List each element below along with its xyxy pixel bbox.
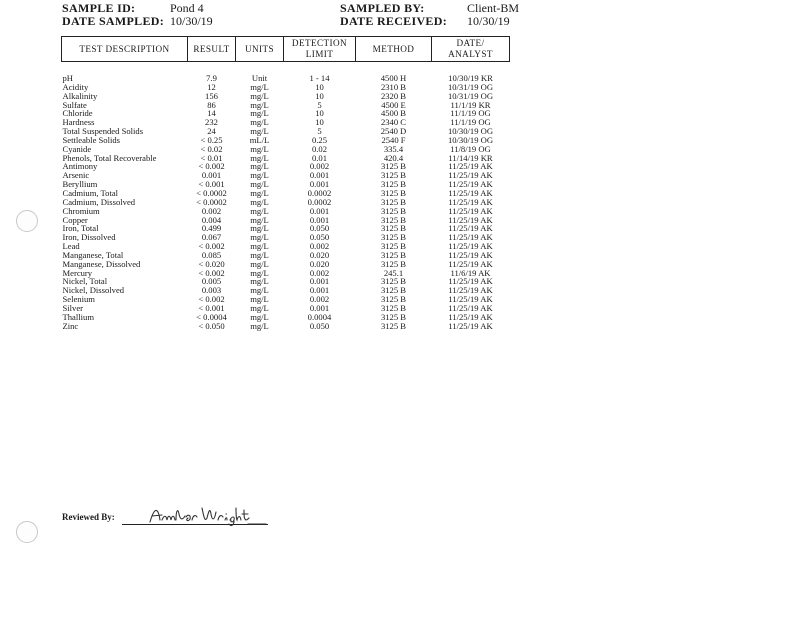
cell-result: < 0.0002 (196, 196, 227, 207)
cell-method: 3125 B (380, 302, 407, 313)
reviewed-by-label: Reviewed By: (62, 512, 115, 522)
cell-method: 3125 B (380, 170, 407, 181)
table-row (62, 295, 510, 304)
cell-date-analyst: 11/25/19 AK (448, 258, 493, 269)
col-result: RESULT (188, 37, 236, 62)
cell-detection-limit: 0.001 (309, 214, 330, 225)
cell-units: mg/L (250, 258, 269, 269)
cell-test: Phenols, Total Recoverable (62, 152, 157, 163)
cell-method: 3125 B (380, 214, 407, 225)
cell-test: Acidity (62, 81, 89, 92)
cell-result: 0.002 (201, 205, 222, 216)
cell-units: mg/L (250, 99, 269, 110)
cell-units: mg/L (250, 196, 269, 207)
cell-units: mg/L (250, 108, 269, 119)
cell-test: Total Suspended Solids (62, 126, 144, 137)
table-row (62, 216, 510, 225)
cell-units: mg/L (250, 276, 269, 287)
cell-units: mg/L (250, 90, 269, 101)
cell-detection-limit: 0.020 (309, 258, 330, 269)
table-header-row (62, 37, 510, 62)
cell-date-analyst: 11/6/19 AK (450, 267, 491, 278)
cell-result: < 0.0002 (196, 187, 227, 198)
cell-method: 2540 F (381, 134, 406, 145)
table-row (62, 127, 510, 136)
cell-result: < 0.002 (198, 294, 225, 305)
table-row (62, 207, 510, 216)
date-sampled-label: DATE SAMPLED: (62, 14, 165, 28)
cell-date-analyst: 11/25/19 AK (448, 170, 493, 181)
cell-result: 12 (207, 81, 216, 92)
cell-result: 14 (207, 108, 216, 119)
cell-units: mg/L (250, 205, 269, 216)
cell-result: < 0.020 (198, 258, 225, 269)
cell-method: 3125 B (380, 249, 407, 260)
cell-method: 3125 B (380, 258, 407, 269)
cell-date-analyst: 11/25/19 AK (448, 311, 493, 322)
table-row (62, 233, 510, 242)
cell-test: Antimony (62, 161, 98, 172)
cell-method: 3125 B (380, 311, 407, 322)
table-row (62, 304, 510, 313)
cell-date-analyst: 11/25/19 AK (448, 161, 493, 172)
cell-detection-limit: 0.001 (309, 276, 330, 287)
cell-test: Iron, Dissolved (62, 232, 116, 243)
cell-test: Silver (62, 302, 84, 313)
table-row (62, 83, 510, 92)
cell-date-analyst: 11/25/19 AK (448, 302, 493, 313)
cell-detection-limit: 10 (315, 81, 324, 92)
col-test-description: TEST DESCRIPTION (62, 37, 188, 62)
cell-test: Copper (62, 214, 88, 225)
cell-units: mg/L (250, 294, 269, 305)
cell-method: 2540 D (380, 126, 407, 137)
cell-detection-limit: 0.002 (309, 161, 330, 172)
cell-result: < 0.25 (200, 134, 223, 145)
cell-test: pH (62, 73, 74, 83)
cell-detection-limit: 5 (317, 126, 322, 137)
cell-test: Arsenic (62, 170, 90, 181)
cell-units: mg/L (250, 143, 269, 154)
cell-result: < 0.01 (200, 152, 223, 163)
cell-date-analyst: 11/25/19 AK (448, 285, 493, 296)
cell-detection-limit: 10 (315, 117, 324, 128)
spacer-row (62, 62, 510, 75)
cell-test: Cadmium, Total (62, 187, 119, 198)
cell-units: mg/L (250, 81, 269, 92)
table-row (62, 277, 510, 286)
cell-method: 3125 B (380, 161, 407, 172)
cell-method: 335.4 (383, 143, 404, 154)
table-row (62, 224, 510, 233)
table-row (62, 92, 510, 101)
sample-id-value: Pond 4 (170, 1, 204, 15)
cell-result: < 0.001 (198, 179, 225, 190)
cell-units: mg/L (250, 232, 269, 243)
cell-units: mg/L (250, 267, 269, 278)
cell-result: 0.005 (201, 276, 222, 287)
cell-date-analyst: 11/25/19 AK (448, 294, 493, 305)
cell-method: 2340 C (380, 117, 407, 128)
cell-units: mg/L (250, 187, 269, 198)
cell-units: mg/L (250, 223, 269, 234)
cell-units: mg/L (250, 241, 269, 252)
cell-units: mL/L (249, 134, 270, 145)
cell-result: 0.004 (201, 214, 222, 225)
cell-result: 0.085 (201, 249, 222, 260)
cell-date-analyst: 11/25/19 AK (448, 196, 493, 207)
cell-units: mg/L (250, 320, 269, 331)
cell-units: mg/L (250, 152, 269, 163)
cell-detection-limit: 10 (315, 90, 324, 101)
cell-detection-limit: 0.001 (309, 285, 330, 296)
cell-date-analyst: 10/31/19 OG (447, 81, 494, 92)
table-row (62, 242, 510, 251)
cell-result: 0.003 (201, 285, 222, 296)
table-row (62, 171, 510, 180)
binder-hole-bottom (16, 521, 38, 543)
cell-result: 0.001 (201, 170, 222, 181)
cell-result: < 0.002 (198, 161, 225, 172)
cell-method: 3125 B (380, 232, 407, 243)
cell-method: 3125 B (380, 241, 407, 252)
cell-result: 24 (207, 126, 216, 137)
cell-result: < 0.050 (198, 320, 225, 331)
cell-detection-limit: 0.002 (309, 294, 330, 305)
cell-date-analyst: 11/14/19 KR (448, 152, 493, 163)
cell-test: Manganese, Dissolved (62, 258, 141, 269)
table-row (62, 180, 510, 189)
cell-test: Iron, Total (62, 223, 99, 234)
cell-test: Lead (62, 241, 80, 252)
cell-test: Chloride (62, 108, 93, 119)
cell-method: 3125 B (380, 294, 407, 305)
cell-test: Alkalinity (62, 90, 98, 101)
cell-detection-limit: 0.0002 (307, 196, 332, 207)
cell-date-analyst: 11/25/19 AK (448, 214, 493, 225)
cell-date-analyst: 11/25/19 AK (448, 232, 493, 243)
cell-detection-limit: 0.050 (309, 232, 330, 243)
cell-test: Zinc (62, 320, 79, 331)
cell-date-analyst: 11/25/19 AK (448, 241, 493, 252)
cell-units: mg/L (250, 126, 269, 137)
cell-method: 2320 B (380, 90, 407, 101)
cell-test: Chromium (62, 205, 100, 216)
cell-test: Cadmium, Dissolved (62, 196, 136, 207)
cell-date-analyst: 10/30/19 OG (447, 126, 494, 137)
cell-test: Manganese, Total (62, 249, 124, 260)
cell-method: 3125 B (380, 179, 407, 190)
cell-detection-limit: 0.001 (309, 179, 330, 190)
cell-test: Beryllium (62, 179, 98, 190)
cell-method: 3125 B (380, 196, 407, 207)
results-table (61, 36, 510, 330)
cell-units: mg/L (250, 161, 269, 172)
cell-test: Nickel, Total (62, 276, 108, 287)
col-units: UNITS (236, 37, 284, 62)
cell-date-analyst: 11/1/19 KR (450, 99, 491, 110)
cell-detection-limit: 10 (315, 108, 324, 119)
table-row (62, 154, 510, 163)
cell-result: 0.067 (201, 232, 222, 243)
cell-method: 3125 B (380, 320, 407, 331)
cell-date-analyst: 11/25/19 AK (448, 179, 493, 190)
cell-result: < 0.002 (198, 267, 225, 278)
cell-result: 7.9 (206, 73, 217, 83)
table-row (62, 198, 510, 207)
col-detection-limit: DETECTION LIMIT (284, 37, 356, 62)
cell-result: 156 (205, 90, 218, 101)
cell-detection-limit: 0.01 (311, 152, 328, 163)
cell-method: 420.4 (383, 152, 404, 163)
cell-detection-limit: 0.002 (309, 241, 330, 252)
cell-detection-limit: 1 - 14 (309, 73, 330, 83)
cell-units: mg/L (250, 302, 269, 313)
cell-test: Hardness (62, 117, 95, 128)
cell-result: 86 (207, 99, 216, 110)
cell-detection-limit: 0.0004 (307, 311, 332, 322)
results-body (62, 62, 510, 331)
cell-test: Mercury (62, 267, 93, 278)
cell-date-analyst: 11/25/19 AK (448, 205, 493, 216)
cell-date-analyst: 10/30/19 OG (447, 134, 494, 145)
cell-result: < 0.001 (198, 302, 225, 313)
cell-result: < 0.02 (200, 143, 223, 154)
table-row (62, 101, 510, 110)
cell-method: 4500 B (380, 108, 407, 119)
table-row (62, 109, 510, 118)
table-row (62, 162, 510, 171)
col-method: METHOD (356, 37, 432, 62)
cell-method: 3125 B (380, 276, 407, 287)
binder-hole-top (16, 210, 38, 232)
cell-result: < 0.002 (198, 241, 225, 252)
cell-detection-limit: 0.002 (309, 267, 330, 278)
cell-date-analyst: 10/30/19 KR (448, 73, 493, 83)
cell-detection-limit: 0.25 (311, 134, 328, 145)
date-sampled-value: 10/30/19 (170, 14, 213, 28)
cell-units: Unit (251, 73, 268, 83)
date-received-label: DATE RECEIVED: (340, 14, 447, 28)
cell-test: Settleable Solids (62, 134, 121, 145)
cell-method: 3125 B (380, 187, 407, 198)
cell-date-analyst: 11/25/19 AK (448, 249, 493, 260)
cell-units: mg/L (250, 179, 269, 190)
cell-result: 232 (205, 117, 218, 128)
cell-units: mg/L (250, 214, 269, 225)
table-row (62, 313, 510, 322)
cell-detection-limit: 0.050 (309, 320, 330, 331)
cell-test: Cyanide (62, 143, 92, 154)
cell-units: mg/L (250, 285, 269, 296)
col-date-analyst: DATE/ ANALYST (432, 37, 510, 62)
cell-detection-limit: 0.050 (309, 223, 330, 234)
cell-method: 3125 B (380, 285, 407, 296)
cell-method: 4500 E (381, 99, 406, 110)
cell-method: 2310 B (380, 81, 407, 92)
cell-test: Thallium (62, 311, 95, 322)
cell-detection-limit: 0.001 (309, 170, 330, 181)
cell-units: mg/L (250, 117, 269, 128)
cell-result: < 0.0004 (196, 311, 227, 322)
table-row (62, 322, 510, 331)
table-row (62, 269, 510, 278)
cell-date-analyst: 11/25/19 AK (448, 187, 493, 198)
cell-date-analyst: 11/1/19 OG (450, 108, 491, 119)
cell-detection-limit: 5 (317, 99, 322, 110)
table-row (62, 260, 510, 269)
table-row (62, 136, 510, 145)
cell-method: 4500 H (380, 73, 407, 83)
cell-units: mg/L (250, 249, 269, 260)
sample-id-label: SAMPLE ID: (62, 1, 136, 15)
cell-date-analyst: 11/25/19 AK (448, 223, 493, 234)
table-row (62, 286, 510, 295)
cell-test: Nickel, Dissolved (62, 285, 125, 296)
cell-detection-limit: 0.0002 (307, 187, 332, 198)
cell-detection-limit: 0.001 (309, 205, 330, 216)
sampled-by-label: SAMPLED BY: (340, 1, 425, 15)
cell-method: 3125 B (380, 205, 407, 216)
sampled-by-value: Client-BM (467, 1, 520, 15)
cell-result: 0.499 (201, 223, 222, 234)
table-row (62, 74, 510, 83)
cell-date-analyst: 11/1/19 OG (450, 117, 491, 128)
cell-detection-limit: 0.020 (309, 249, 330, 260)
cell-detection-limit: 0.001 (309, 302, 330, 313)
cell-date-analyst: 11/25/19 AK (448, 320, 493, 331)
reviewer-signature (148, 504, 268, 528)
cell-method: 245.1 (383, 267, 404, 278)
cell-test: Selenium (62, 294, 95, 305)
cell-date-analyst: 11/25/19 AK (448, 276, 493, 287)
cell-detection-limit: 0.02 (311, 143, 328, 154)
cell-test: Sulfate (62, 99, 87, 110)
cell-date-analyst: 10/31/19 OG (447, 90, 494, 101)
cell-date-analyst: 11/8/19 OG (450, 143, 491, 154)
cell-method: 3125 B (380, 223, 407, 234)
cell-units: mg/L (250, 311, 269, 322)
date-received-value: 10/30/19 (467, 14, 510, 28)
cell-units: mg/L (250, 170, 269, 181)
